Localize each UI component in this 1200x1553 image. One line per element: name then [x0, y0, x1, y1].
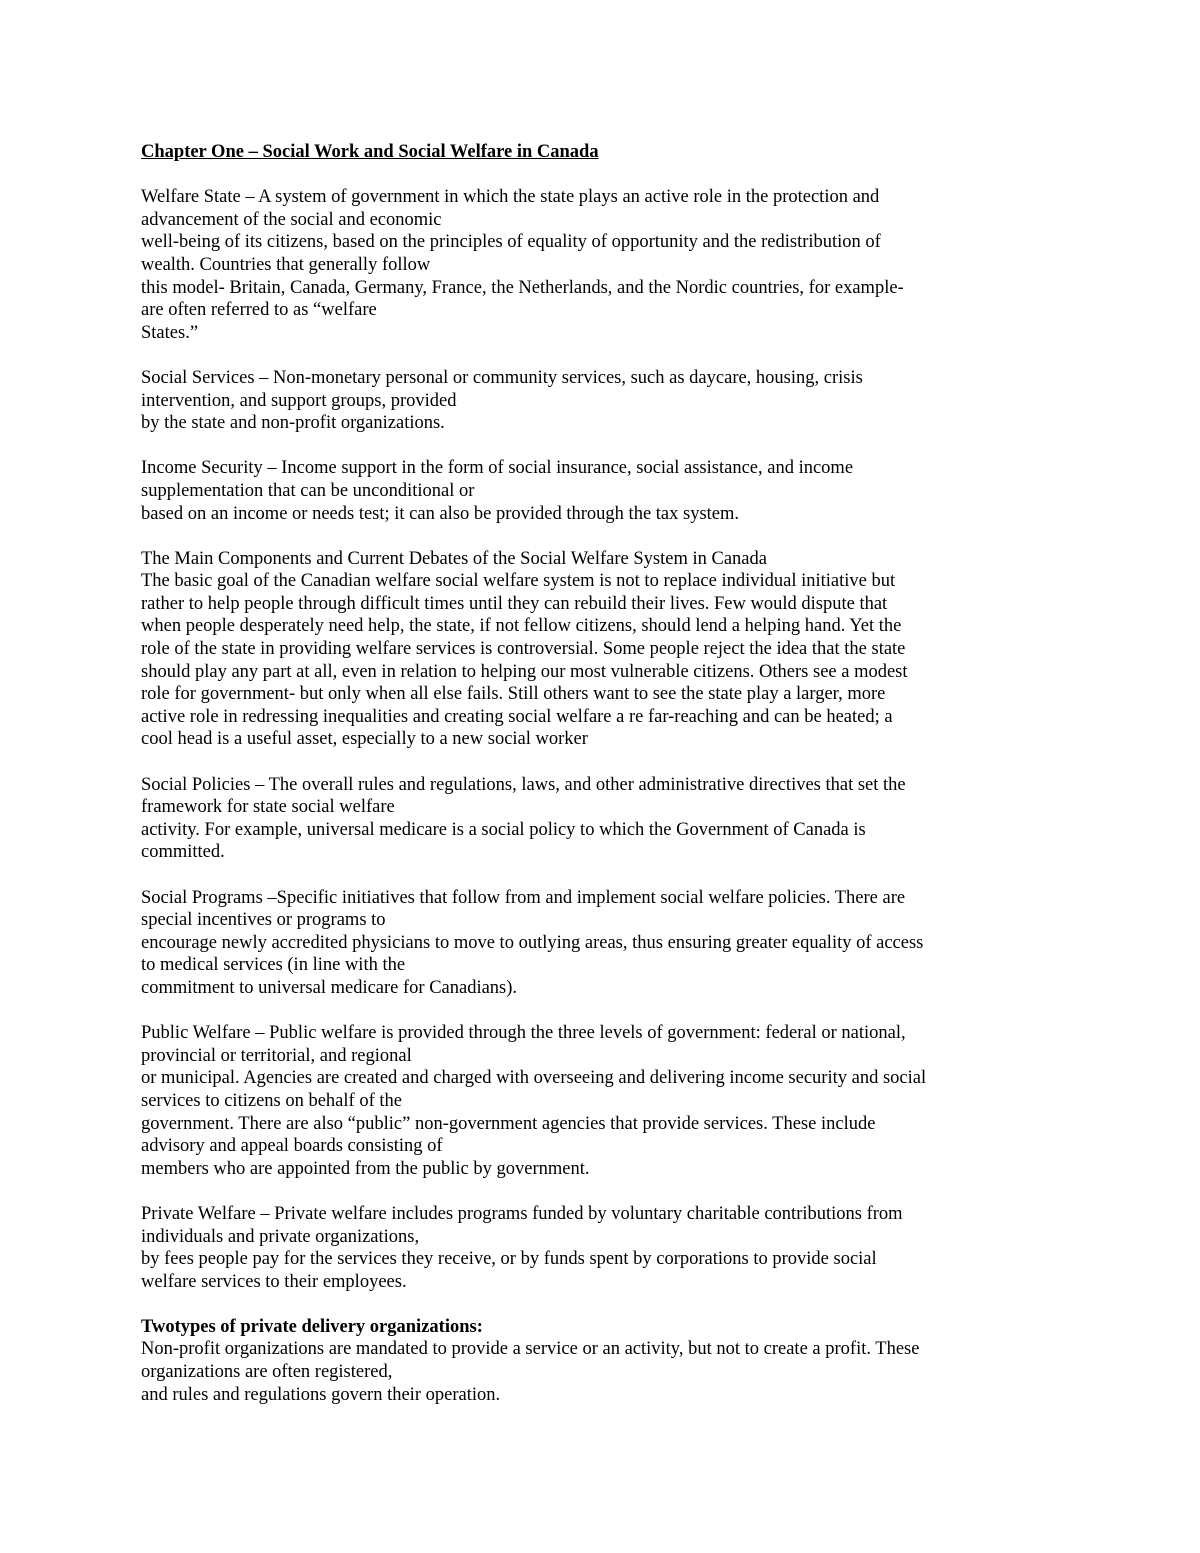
- text-line: Social Programs –Specific initiatives that follow from and implement social welfare policies. There are: [141, 887, 906, 908]
- text-line: role of the state in providing welfare services is controversial. Some people reject the idea that the state: [141, 639, 906, 660]
- text-line: commitment to universal medicare for Canadians).: [141, 977, 518, 998]
- text-line: advancement of the social and economic: [141, 209, 442, 230]
- section-social-programs: [141, 887, 1061, 1000]
- text-line: this model- Britain, Canada, Germany, France, the Netherlands, and the Nordic countries, for example-: [141, 277, 904, 298]
- text-line: individuals and private organizations,: [141, 1226, 420, 1247]
- text-line: well-being of its citizens, based on the principles of equality of opportunity and the redistribution of: [141, 232, 881, 253]
- text-line: Income Security – Income support in the form of social insurance, social assistance, and income: [141, 458, 854, 479]
- text-line: should play any part at all, even in relation to helping our most vulnerable citizens. Others see a modest: [141, 661, 908, 682]
- text-line: Social Policies – The overall rules and regulations, laws, and other administrative directives that set the: [141, 774, 906, 795]
- text-line: special incentives or programs to: [141, 910, 386, 931]
- section-income-security: [141, 457, 1061, 525]
- section-welfare-state: [141, 186, 1061, 344]
- text-line: Private Welfare – Private welfare includes programs funded by voluntary charitable contributions from: [141, 1203, 903, 1224]
- section-social-policies: [141, 774, 1061, 864]
- text-line: States.”: [141, 322, 199, 343]
- text-line: welfare services to their employees.: [141, 1271, 407, 1292]
- page-title: Chapter One – Social Work and Social Welfare in Canada: [141, 142, 599, 162]
- text-line: encourage newly accredited physicians to move to outlying areas, thus ensuring greater equality of access: [141, 932, 924, 953]
- text-line: when people desperately need help, the state, if not fellow citizens, should lend a helping hand. Yet the: [141, 616, 902, 637]
- text-line: intervention, and support groups, provided: [141, 390, 457, 411]
- section-social-services: [141, 367, 1061, 435]
- section-private-delivery-types: [141, 1316, 1061, 1406]
- text-line: role for government- but only when all else fails. Still others want to see the state play a larger, more: [141, 684, 886, 705]
- text-line: or municipal. Agencies are created and charged with overseeing and delivering income security and social: [141, 1068, 927, 1089]
- text-line: to medical services (in line with the: [141, 955, 406, 976]
- text-line: active role in redressing inequalities and creating social welfare a re far-reaching and can be heated; a: [141, 706, 893, 727]
- text-line: framework for state social welfare: [141, 797, 395, 818]
- text-line: Public Welfare – Public welfare is provided through the three levels of government: federal or national,: [141, 1023, 906, 1044]
- text-line: committed.: [141, 842, 225, 863]
- text-line: and rules and regulations govern their operation.: [141, 1384, 501, 1405]
- text-line: Welfare State – A system of government in which the state plays an active role in the protection and: [141, 187, 880, 208]
- text-line: supplementation that can be unconditional or: [141, 480, 475, 501]
- text-line: organizations are often registered,: [141, 1362, 393, 1383]
- text-line: services to citizens on behalf of the: [141, 1090, 402, 1111]
- text-line: provincial or territorial, and regional: [141, 1045, 412, 1066]
- text-line: based on an income or needs test; it can also be provided through the tax system.: [141, 503, 740, 524]
- text-line: advisory and appeal boards consisting of: [141, 1136, 443, 1157]
- text-line: activity. For example, universal medicare is a social policy to which the Government of Canada is: [141, 819, 866, 840]
- text-line: are often referred to as “welfare: [141, 300, 377, 321]
- text-line: rather to help people through difficult times until they can rebuild their lives. Few would dispute that: [141, 593, 888, 614]
- text-line: Non-profit organizations are mandated to provide a service or an activity, but not to create a profit. These: [141, 1339, 920, 1360]
- section-main-components: [141, 548, 1061, 751]
- text-line: members who are appointed from the public by government.: [141, 1158, 590, 1179]
- text-line: Social Services – Non-monetary personal or community services, such as daycare, housing, crisis: [141, 367, 863, 388]
- text-line: The Main Components and Current Debates of the Social Welfare System in Canada: [141, 548, 767, 569]
- text-line: wealth. Countries that generally follow: [141, 254, 431, 275]
- text-line: cool head is a useful asset, especially to a new social worker: [141, 729, 588, 750]
- text-line: government. There are also “public” non-government agencies that provide services. These include: [141, 1113, 876, 1134]
- text-line: by the state and non-profit organizations.: [141, 413, 445, 434]
- section-private-welfare: [141, 1203, 1061, 1293]
- document-body: [141, 141, 1061, 1429]
- section-public-welfare: [141, 1022, 1061, 1180]
- text-line: The basic goal of the Canadian welfare social welfare system is not to replace individual initiative but: [141, 571, 896, 592]
- section-heading: Twotypes of private delivery organizations:: [141, 1316, 483, 1337]
- text-line: by fees people pay for the services they receive, or by funds spent by corporations to provide social: [141, 1249, 877, 1270]
